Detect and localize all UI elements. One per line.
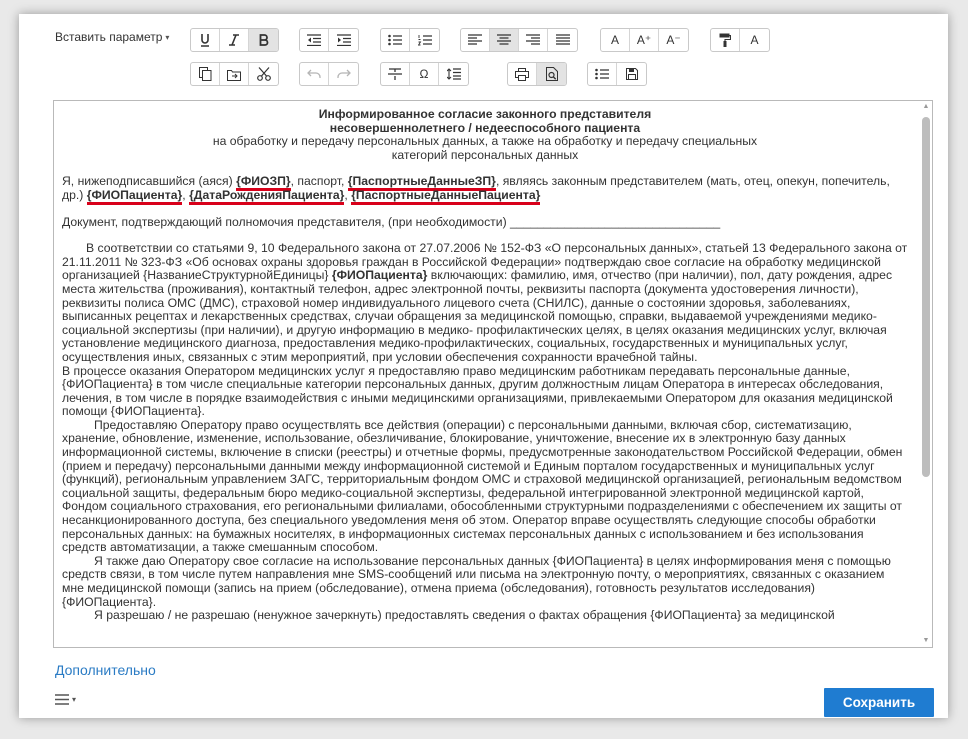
undo-button[interactable] <box>300 63 329 85</box>
underline-icon <box>199 33 211 47</box>
scroll-down-icon[interactable]: ▼ <box>922 637 930 644</box>
italic-button[interactable] <box>220 29 249 51</box>
indent-group <box>299 28 359 52</box>
save-button[interactable]: Сохранить <box>824 688 934 717</box>
italic-icon <box>229 34 239 46</box>
print-group <box>507 62 567 86</box>
clipboard-group <box>190 62 279 86</box>
insert-group <box>380 62 469 86</box>
doc-subtitle-line-1: на обработку и передачу персональных данных, а также на обработку и передачу специальных <box>212 134 758 149</box>
paragraph-representative: Я, нижеподписавшийся (аяся) {ФИОЗП}, паспорт, {ПаспортныеДанныеЗП}, являясь законным представителем (мать, отец, опекун, попечитель, др.) {ФИОПациента}, {ДатаРожденияПациента}, {ПаспортныеДанныеПациента} <box>62 175 908 202</box>
paragraph-operator-rights: Предоставляю Оператору право осуществлять все действия (операции) с персональными данными, включая сбор, систематизацию, хранение, обновление, изменение, использование, обезличивание, блокирование, уничтожение, внесение их в электронную базу данных информационной системы, включение в списки (реестры) и отчетные формы, предусмотренные законодательством Российской Федерации, обмен (прием и передачу) персональными данными между информационной системой и Единым порталом государственных и муниципальных услуг (функций), региональным управлением ЗАГС, территориальным фондом ОМС и страховой медицинской организацией, региональным ведомством социальной защиты, федеральным бюро медико-социальной экспертизы, федеральной интегрированной электронной медицинской картой, Фондом социального страхования, его региональными филиалами, обособленными структурными подразделениями с обеспечением их защиты от несанкционированного доступа, без специального уведомления меня об этом. Оператор вправе осуществлять следующие способы обработки персональных данных: на бумажных носителях, в информационных системах персональных данных с использованием и без использования средств автоматизации, а также смешанным способом. <box>62 417 903 555</box>
document-editor[interactable] <box>53 100 933 648</box>
font-size-group <box>600 28 689 52</box>
list-view-button[interactable] <box>588 63 617 85</box>
cut-button[interactable] <box>249 63 278 85</box>
special-char-button[interactable] <box>410 63 439 85</box>
paragraph-permission: Я разрешаю / не разрешаю (ненужное зачеркнуть) предоставлять сведения о фактах обращения {ФИОПациента} за медицинской <box>94 608 835 623</box>
placeholder-fio-patient: {ФИОПациента} <box>87 188 183 205</box>
print-button[interactable] <box>508 63 537 85</box>
align-left-icon <box>468 34 482 46</box>
bullet-list-icon <box>388 34 402 46</box>
align-group <box>460 28 578 52</box>
document-body <box>62 108 908 623</box>
align-right-button[interactable] <box>519 29 548 51</box>
align-right-icon <box>526 34 540 46</box>
indent-button[interactable] <box>329 29 358 51</box>
omega-icon: Ω <box>419 67 429 81</box>
placeholder-passport-patient: {ПаспортныеДанныеПациента} <box>351 188 540 205</box>
history-group <box>299 62 359 86</box>
text-style-group <box>190 28 279 52</box>
preview-button[interactable] <box>537 63 566 85</box>
doc-subtitle-line-2: категорий персональных данных <box>391 147 579 162</box>
align-center-icon <box>497 34 511 46</box>
chevron-down-icon: ▾ <box>165 32 170 42</box>
align-justify-icon <box>556 34 570 46</box>
redo-icon <box>337 69 351 79</box>
paint-roller-icon <box>719 33 731 47</box>
list-icon <box>595 68 609 80</box>
scroll-up-icon[interactable]: ▲ <box>922 103 930 110</box>
insert-parameter-menu[interactable] <box>55 30 169 44</box>
line-height-button[interactable] <box>439 63 468 85</box>
bullet-list-button[interactable] <box>381 29 410 51</box>
align-justify-button[interactable] <box>548 29 577 51</box>
editor-window <box>19 14 948 718</box>
doc-title-line-1: Информированное согласие законного представителя <box>318 107 652 121</box>
placeholder-fio-patient-2: {ФИОПациента} <box>331 268 428 283</box>
misc-group <box>587 62 647 86</box>
placeholder-passport-zp: {ПаспортныеДанныеЗП} <box>348 174 496 191</box>
numbered-list-icon <box>418 34 432 46</box>
hamburger-icon <box>55 694 69 705</box>
font-increase-button[interactable]: A⁺ <box>630 29 659 51</box>
strikethrough-button[interactable] <box>381 63 410 85</box>
editor-scrollbar[interactable] <box>920 101 932 647</box>
numbered-list-button[interactable] <box>410 29 439 51</box>
additional-link[interactable]: Дополнительно <box>55 662 156 678</box>
underline-button[interactable] <box>191 29 220 51</box>
strikethrough-icon <box>388 68 402 80</box>
align-center-button[interactable] <box>490 29 519 51</box>
align-left-button[interactable] <box>461 29 490 51</box>
paste-button[interactable] <box>220 63 249 85</box>
paragraph-authority-document: Документ, подтверждающий полномочия представителя, (при необходимости) _______________________________ <box>62 214 721 229</box>
undo-icon <box>307 69 321 79</box>
scissors-icon <box>257 67 271 81</box>
format-painter-button[interactable] <box>711 29 740 51</box>
copy-button[interactable] <box>191 63 220 85</box>
bold-icon <box>259 34 269 46</box>
format-group <box>710 28 770 52</box>
floppy-icon <box>626 68 638 80</box>
printer-icon <box>515 68 529 81</box>
font-decrease-button[interactable]: A⁻ <box>666 33 681 47</box>
preview-icon <box>546 67 558 81</box>
font-color-button[interactable]: A <box>750 33 759 47</box>
paragraph-informing: Я также даю Оператору свое согласие на использование персональных данных {ФИОПациента} в целях информирования меня с помощью средств связи, в том числе путем направления мне SMS-сообщений или письма на электронную почту, о мероприятиях, связанных с оказанием мне медицинской помощи (запись на прием (обследование), отмена приема (обследования), готовность результатов исследования) {ФИОПациента}. <box>62 553 891 609</box>
scrollbar-thumb[interactable] <box>922 117 930 477</box>
placeholder-birthdate-patient: {ДатаРожденияПациента} <box>189 188 344 205</box>
save-doc-button[interactable] <box>617 63 646 85</box>
paste-icon <box>227 68 241 81</box>
outdent-icon <box>307 34 321 46</box>
placeholder-fio-zp: {ФИОЗП} <box>236 174 291 191</box>
bold-button[interactable] <box>249 29 278 51</box>
paragraph-consent: В соответствии со статьями 9, 10 Федерального закона от 27.07.2006 № 152-ФЗ «О персональных данных», статьей 13 Федерального закона от 21.11.2011 № 323-ФЗ «Об основах охраны здоровья граждан в Российской Федерации» подтверждаю свое согласие на обработку медицинской организацией {НазваниеСтруктурнойЕдиницы} {ФИОПациента} включающих: фамилию, имя, отчество (при наличии), пол, дату рождения, адрес места жительства (проживания), контактный телефон, адрес электронной почты, реквизиты паспорта (документа удостоверения личности), реквизиты полиса ОМС (ДМС), страховой номер индивидуального лицевого счета (СНИЛС), данные о состоянии здоровья, заболеваниях, выписанных рецептах и лекарственных средствах, случаи обращения за медицинской помощью, справки, выдаваемой учреждениями медико-социальной экспертизы (при наличии), и другую информацию в медико- профилактических целях, в целях оказания медицинских услуг, включая установление медицинского диагноза, предоставления медико-профилактических, социальных, государственных и муниципальных услуг, осуществления иных, связанных с этим мероприятий, при условии обеспечения сохранности врачебной тайны. <box>62 241 908 364</box>
redo-button[interactable] <box>329 63 358 85</box>
line-height-icon <box>447 68 461 80</box>
outdent-button[interactable] <box>300 29 329 51</box>
actions-menu-button[interactable] <box>55 694 76 705</box>
lists-group <box>380 28 440 52</box>
insert-parameter-label: Вставить параметр <box>55 30 163 44</box>
doc-title-line-2: несовершеннолетнего / недееспособного пациента <box>329 120 641 135</box>
chevron-down-icon: ▾ <box>72 695 77 704</box>
copy-icon <box>199 67 212 81</box>
indent-icon <box>337 34 351 46</box>
paragraph-operator-services: В процессе оказания Оператором медицинских услуг я предоставляю право медицинским работникам передавать персональные данные, {ФИОПациента} в том числе специальные категории персональных данных, другим должностным лицам Оператора в интересах обследования, лечения, в том числе в порядке взаимодействия с иными медицинскими организациями, привлекаемыми Оператором для оказания медицинской помощи {ФИОПациента}. <box>62 363 893 419</box>
font-size-button[interactable]: A <box>601 29 630 51</box>
